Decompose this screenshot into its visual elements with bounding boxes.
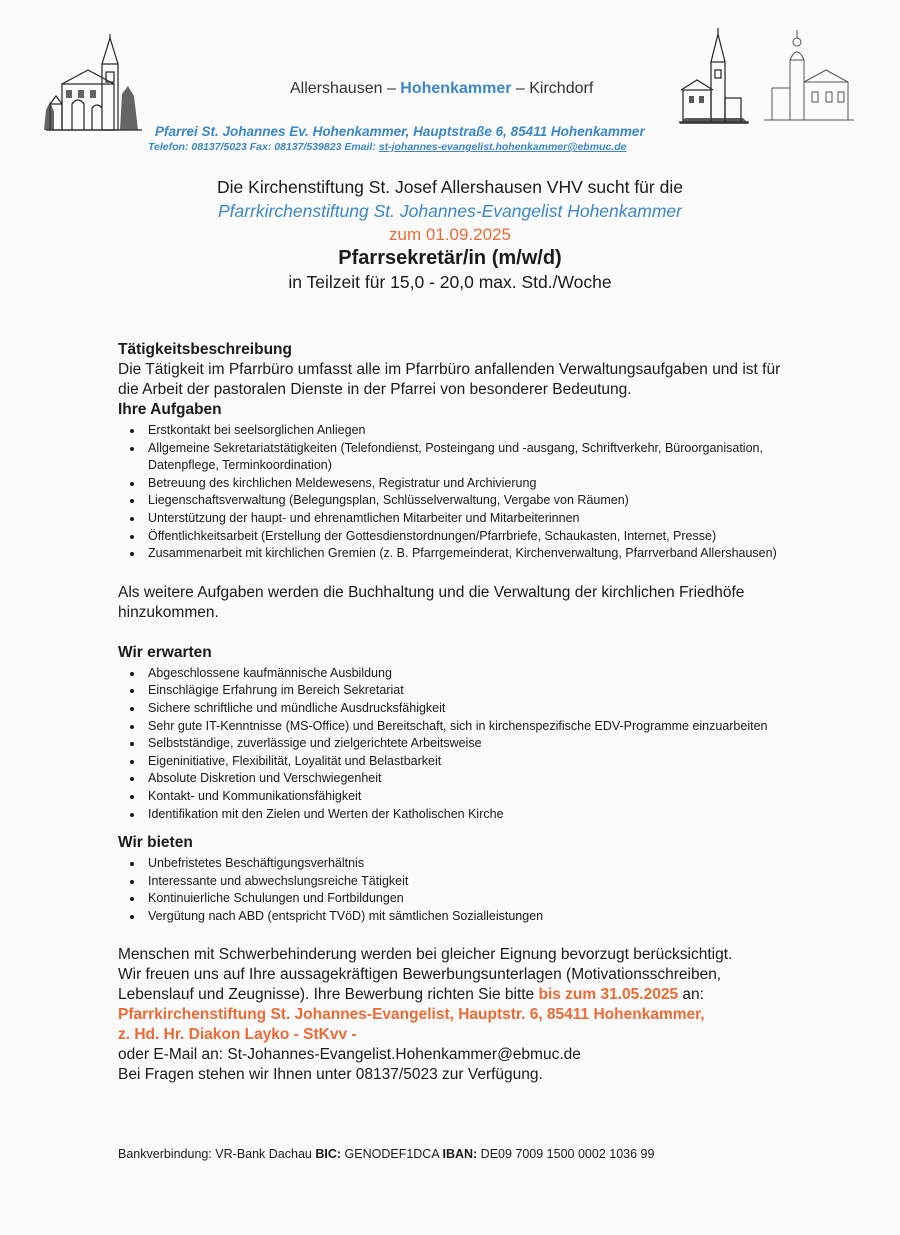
separator: – xyxy=(511,80,530,97)
separator: – xyxy=(382,80,401,97)
list-item: • Absolute Diskretion und Verschwiegenheit xyxy=(144,770,798,788)
offer-heading: Wir bieten xyxy=(118,834,193,852)
list-item: • Kontinuierliche Schulungen und Fortbildungen xyxy=(144,890,798,908)
list-item: • Betreuung des kirchlichen Meldewesens, Registratur und Archivierung xyxy=(144,475,798,493)
expect-list xyxy=(118,665,798,823)
tasks-heading: Ihre Aufgaben xyxy=(118,401,222,418)
list-item: • Sehr gute IT-Kenntnisse (MS-Office) und Bereitschaft, sich in kirchenspezifische EDV-Programme einzuarbeiten xyxy=(144,718,798,736)
intro-line-2: Pfarrkirchenstiftung St. Johannes-Evangelist Hohenkammer xyxy=(218,201,682,221)
bank-prefix: Bankverbindung: VR-Bank Dachau xyxy=(118,1147,316,1161)
recipient-line-1: Pfarrkirchenstiftung St. Johannes-Evangelist, Hauptstr. 6, 85411 Hohenkammer, xyxy=(118,1006,705,1024)
place-kirchdorf: Kirchdorf xyxy=(529,80,594,97)
tasks-list xyxy=(118,422,798,563)
header-places xyxy=(290,80,593,98)
offer-list xyxy=(118,855,798,925)
list-item: • Einschlägige Erfahrung im Bereich Sekretariat xyxy=(144,682,798,700)
application-deadline: bis zum 31.05.2025 xyxy=(538,986,679,1004)
bic-label: BIC: xyxy=(315,1147,342,1161)
list-item: • Eigeninitiative, Flexibilität, Loyalität und Belastbarkeit xyxy=(144,753,798,771)
chapel-drawing-right xyxy=(762,30,856,126)
place-hohenkammer: Hohenkammer xyxy=(400,80,512,97)
application-suffix: an: xyxy=(678,986,704,1004)
application-text xyxy=(118,965,798,1005)
iban-label: IBAN: xyxy=(442,1147,478,1161)
job-title: Pfarrsekretär/in (m/w/d) xyxy=(338,247,562,269)
application-email[interactable]: oder E-Mail an: St-Johannes-Evangelist.Hohenkammer@ebmuc.de xyxy=(118,1046,581,1064)
expect-heading: Wir erwarten xyxy=(118,643,212,661)
bic-value: GENODEF1DCA xyxy=(341,1147,443,1161)
additional-tasks: Als weitere Aufgaben werden die Buchhaltung und die Verwaltung der kirchlichen Friedhöfe hinzukommen. xyxy=(118,583,745,621)
list-item: • Kontakt- und Kommunikationsfähigkeit xyxy=(144,788,798,806)
list-item: • Allgemeine Sekretariatstätigkeiten (Telefondienst, Posteingang und -ausgang, Schriftverkehr, Büroorganisation, Datenpflege, Terminkoordination) xyxy=(144,440,798,475)
recipient-line-2: z. Hd. Hr. Diakon Layko - StKvv - xyxy=(118,1026,357,1044)
description-heading: Tätigkeitsbeschreibung xyxy=(118,341,292,358)
iban-value: DE09 7009 1500 0002 1036 99 xyxy=(477,1147,655,1161)
church-drawing-left xyxy=(42,34,146,134)
list-item: • Identifikation mit den Zielen und Werten der Katholischen Kirche xyxy=(144,806,798,824)
job-hours: in Teilzeit für 15,0 - 20,0 max. Std./Woche xyxy=(288,272,612,292)
list-item: • Unbefristetes Beschäftigungsverhältnis xyxy=(144,855,798,873)
list-item: • Liegenschaftsverwaltung (Belegungsplan, Schlüsselverwaltung, Vergabe von Räumen) xyxy=(144,492,798,510)
parish-email-link[interactable]: st-johannes-evangelist.hohenkammer@ebmuc.de xyxy=(378,141,627,153)
list-item: • Interessante und abwechslungsreiche Tätigkeit xyxy=(144,873,798,891)
list-item: • Selbstständige, zuverlässige und zielgerichtete Arbeitsweise xyxy=(144,735,798,753)
list-item: • Öffentlichkeitsarbeit (Erstellung der Gottesdienstordnungen/Pfarrbriefe, Schaukasten, Internet, Presse) xyxy=(144,528,798,546)
parish-address: Pfarrei St. Johannes Ev. Hohenkammer, Hauptstraße 6, 85411 Hohenkammer xyxy=(155,124,645,139)
application-intro: Wir freuen uns auf Ihre aussagekräftigen Bewerbungsunterlagen (Motivationsschreiben, Lebenslauf und Zeugnisse). Ihre Bewerbung richten Sie bitte xyxy=(118,966,722,1004)
list-item: • Abgeschlossene kaufmännische Ausbildung xyxy=(144,665,798,683)
list-item: • Zusammenarbeit mit kirchlichen Gremien (z. B. Pfarrgemeinderat, Kirchenverwaltung, Pfarrverband Allershausen) xyxy=(144,545,798,563)
start-date: zum 01.09.2025 xyxy=(389,225,511,244)
bank-details xyxy=(118,1147,654,1161)
intro-line-1: Die Kirchenstiftung St. Josef Allershausen VHV sucht für die xyxy=(217,177,683,197)
description-text: Die Tätigkeit im Pfarrbüro umfasst alle im Pfarrbüro anfallenden Verwaltungsaufgaben und ist für die Arbeit der pastoralen Dienste in der Pfarrei von besonderer Bedeutung. xyxy=(118,361,781,398)
contact-prefix: Telefon: 08137/5023 Fax: 08137/539823 Email: xyxy=(148,141,379,153)
church-tower-drawing xyxy=(677,28,751,128)
list-item: • Vergütung nach ABD (entspricht TVöD) mit sämtlichen Sozialleistungen xyxy=(144,908,798,926)
questions-line: Bei Fragen stehen wir Ihnen unter 08137/5023 zur Verfügung. xyxy=(118,1066,543,1084)
disability-notice: Menschen mit Schwerbehinderung werden bei gleicher Eignung bevorzugt berücksichtigt. xyxy=(118,946,733,964)
parish-contact xyxy=(148,141,627,153)
list-item: • Sichere schriftliche und mündliche Ausdrucksfähigkeit xyxy=(144,700,798,718)
body-content xyxy=(118,340,798,1085)
place-allershausen: Allershausen xyxy=(290,80,383,97)
list-item: • Unterstützung der haupt- und ehrenamtlichen Mitarbeiter und Mitarbeiterinnen xyxy=(144,510,798,528)
list-item: • Erstkontakt bei seelsorglichen Anliegen xyxy=(144,422,798,440)
